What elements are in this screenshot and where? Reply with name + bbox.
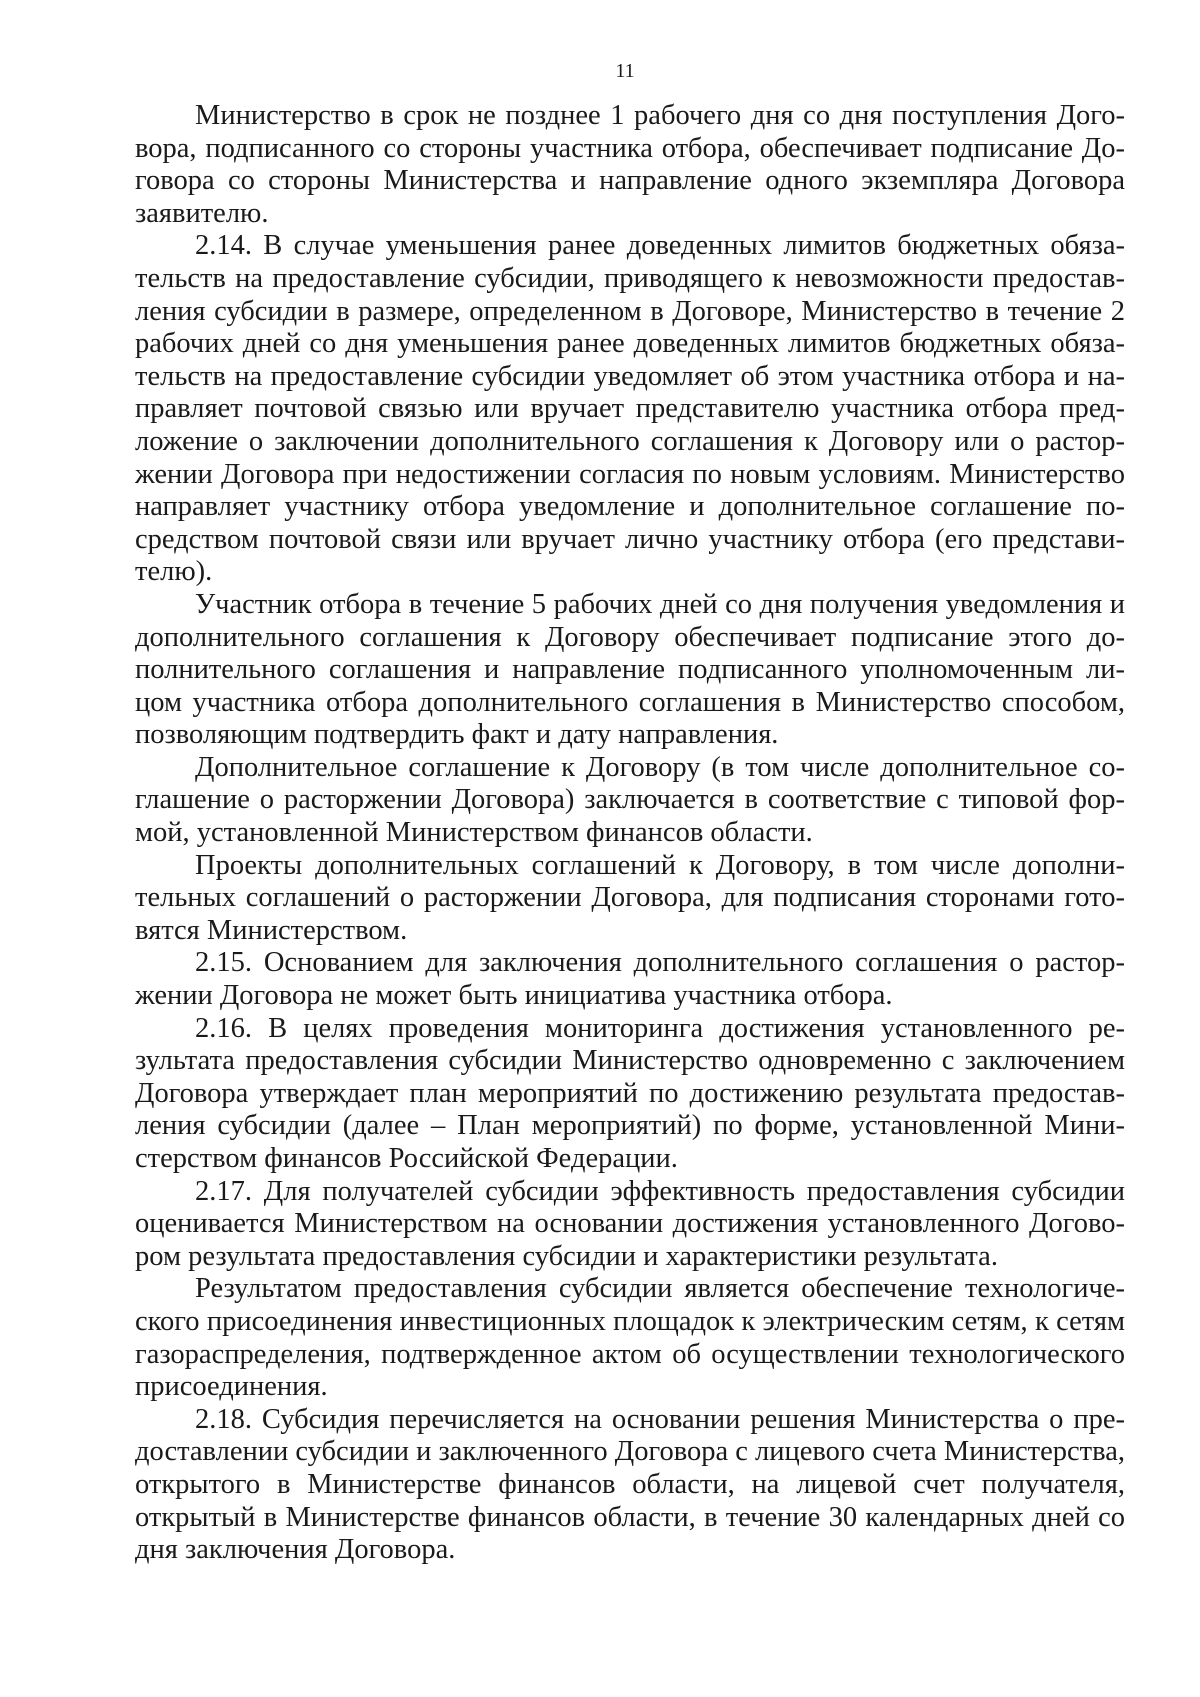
paragraph-2-18: 2.18. Субсидия перечисляется на основании решения Министерства о предоставлении субсидии и заключенного Договора с лицевого счета Министерства, открытого в Министерстве финансов области, на лицевой счет получателя, открытый в Министерстве финансов области, в течение 30 календарных дней со дня заключения Договора. <box>135 1403 1125 1566</box>
paragraph-additional-agreement-form: Дополнительное соглашение к Договору (в том числе дополнительное соглашение о расторжении Договора) заключается в соответствие с типовой формой, установленной Министерством финансов области. <box>135 751 1125 849</box>
page-number: 11 <box>615 60 635 82</box>
paragraph-2-16: 2.16. В целях проведения мониторинга достижения установленного результата предоставления субсидии Министерство одновременно с заключением Договора утверждает план мероприятий по достижению результата предоставления субсидии (далее – План мероприятий) по форме, установленной Министерством финансов Российской Федерации. <box>135 1012 1125 1174</box>
document-body <box>135 100 1125 1567</box>
paragraph-subsidy-result: Результатом предоставления субсидии является обеспечение технологического присоединения инвестиционных площадок к электрическим сетям, к сетям газораспределения, подтвержденное актом об осуществлении технологического присоединения. <box>135 1273 1125 1403</box>
paragraph-2-15: 2.15. Основанием для заключения дополнительного соглашения о расторжении Договора не может быть инициатива участника отбора. <box>135 947 1125 1012</box>
paragraph-2-17: 2.17. Для получателей субсидии эффективность предоставления субсидии оценивается Министерством на основании достижения установленного Договором результата предоставления субсидии и характеристики результата. <box>135 1175 1125 1272</box>
paragraph-agreement-drafts: Проекты дополнительных соглашений к Договору, в том числе дополнительных соглашений о расторжении Договора, для подписания сторонами готовятся Министерством. <box>135 849 1125 946</box>
paragraph-participant-signing: Участник отбора в течение 5 рабочих дней со дня получения уведомления и дополнительного соглашения к Договору обеспечивает подписание этого дополнительного соглашения и направление подписанного уполномоченным лицом участника отбора дополнительного соглашения в Министерство способом, позволяющим подтвердить факт и дату направления. <box>135 588 1125 751</box>
paragraph-2-14: 2.14. В случае уменьшения ранее доведенных лимитов бюджетных обязательств на предоставление субсидии, приводящего к невозможности предоставления субсидии в размере, определенном в Договоре, Министерство в течение 2 рабочих дней со дня уменьшения ранее доведенных лимитов бюджетных обязательств на предоставление субсидии уведомляет об этом участника отбора и направляет почтовой связью или вручает представителю участника отбора предложение о заключении дополнительного соглашения к Договору или о расторжении Договора при недостижении согласия по новым условиям. Министерство направляет участнику отбора уведомление и дополнительное соглашение посредством почтовой связи или вручает лично участнику отбора (его представителю). <box>135 230 1125 588</box>
paragraph-contract-signing: Министерство в срок не позднее 1 рабочего дня со дня поступления Договора, подписанного со стороны участника отбора, обеспечивает подписание Договора со стороны Министерства и направление одного экземпляра Договора заявителю. <box>135 100 1125 229</box>
